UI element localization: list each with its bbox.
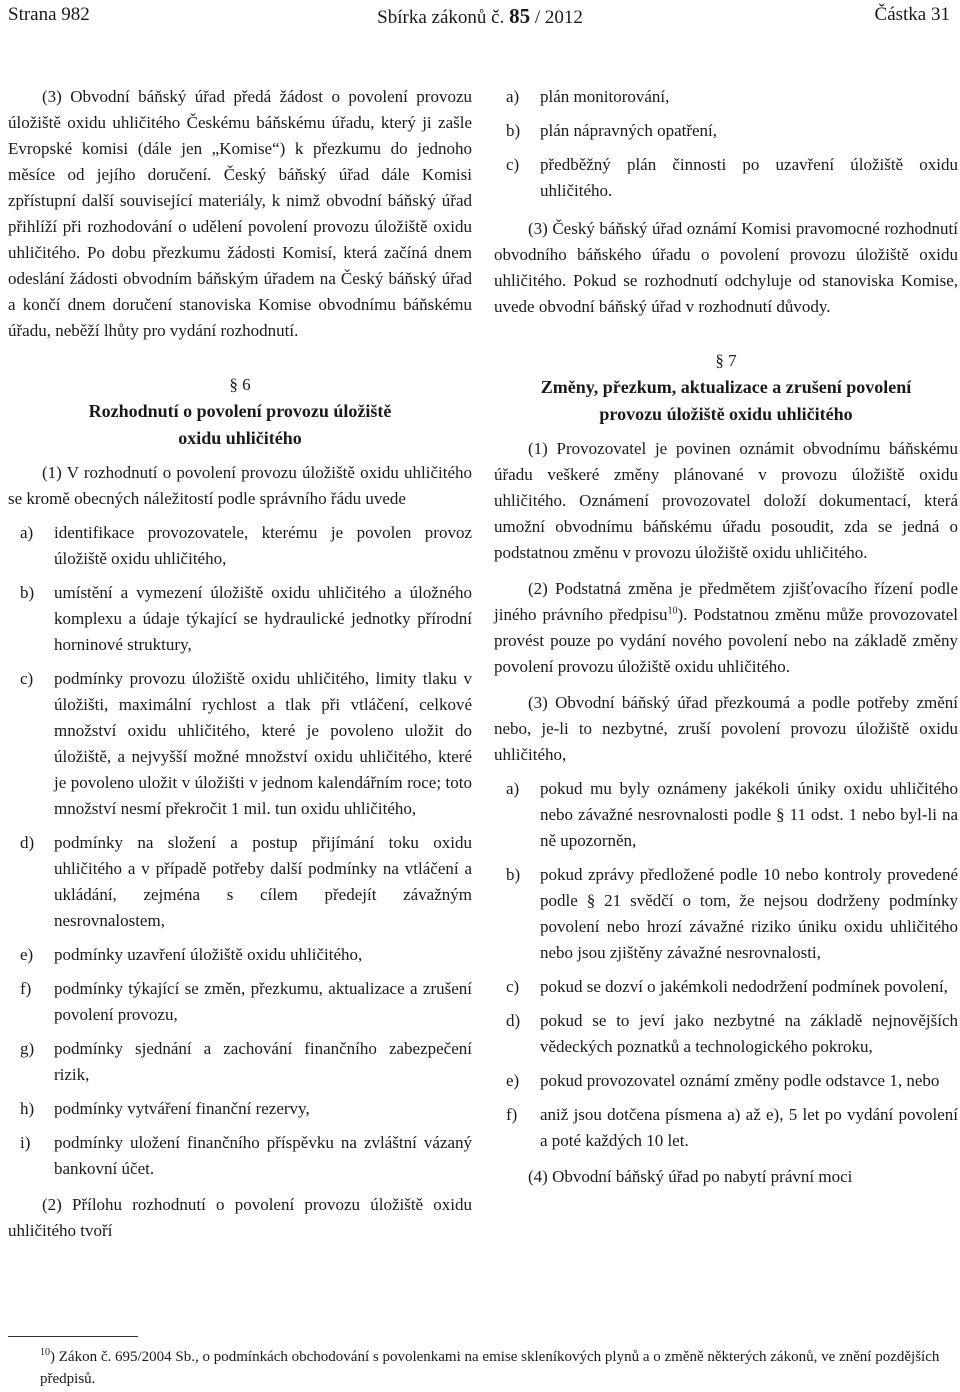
footnote: $^{10}$) Zákon č. 695/2004 Sb., o podmínkách obchodování s povolenkami na emise skleníkových plynů a o změně některých zákonů, ve znění pozdějších předpisů. xyxy=(40,1347,940,1387)
list-item: g) podmínky sjednání a zachování finančního zabezpečení rizik, xyxy=(20,1039,472,1084)
paragraph: (2) Přílohu rozhodnutí o povolení provozu úložiště oxidu uhličitého tvoří xyxy=(8,1195,472,1240)
list-item: e) pokud provozovatel oznámí změny podle odstavce 1, nebo xyxy=(506,1071,940,1090)
list-item: d) pokud se to jeví jako nezbytné na základě nejnovějších vědeckých poznatků a technologického pokroku, xyxy=(506,1011,958,1056)
section-number: § 6 xyxy=(229,375,251,394)
list-item: d) podmínky na složení a postup přijímání toku oxidu uhličitého a v případě potřeby další podmínky na vtláčení a ukládání, zejména s cílem předejít závažným nesrovnalostem, xyxy=(20,833,472,930)
list-item: i) podmínky uložení finančního příspěvku na zvláštní vázaný bankovní účet. xyxy=(20,1133,472,1178)
collection-number: 85 xyxy=(509,4,531,28)
section-title: Rozhodnutí o povolení provozu úložiště oxidu uhličitého xyxy=(88,401,392,448)
section-number: § 7 xyxy=(715,351,737,370)
paragraph: (3) Obvodní báňský úřad předá žádost o povolení provozu úložiště oxidu uhličitého Českému báňskému úřadu, který ji zašle Evropské komisi (dále jen „Komise“) k přezkumu do jednoho měsíce od jejího doručení. Český báňský úřad dále Komisi zpřístupní další související materiály, k nimž obvodní báňský úřad přihlíží při rozhodování o udělení povolení provozu úložiště oxidu uhličitého. Po dobu přezkumu žádosti Komisí, která začíná dnem odeslání žádosti obvodním báňským úřadem na Český báňský úřad a končí dnem doručení stanoviska Komise obvodnímu báňskému úřadu, neběží lhůty pro vydání rozhodnutí. xyxy=(8,87,472,340)
part-number: Částka 31 xyxy=(874,4,950,25)
paragraph: (1) Provozovatel je povinen oznámit obvodnímu báňskému úřadu veškeré změny plánované v provozu úložiště oxidu uhličitého. Oznámení provozovatel doloží dokumentací, která umožní obvodnímu báňskému úřadu posoudit, zda se jedná o podstatnou změnu v provozu úložiště oxidu uhličitého. xyxy=(494,439,958,562)
list-item: a) plán monitorování, xyxy=(506,87,670,106)
section-title: Změny, přezkum, aktualizace a zrušení povolení provozu úložiště oxidu uhličitého xyxy=(540,377,912,424)
right-column xyxy=(494,84,958,1190)
page-number: Strana 982 xyxy=(8,4,90,25)
list-item: h) podmínky vytváření finanční rezervy, xyxy=(20,1099,310,1118)
paragraph: (3) Obvodní báňský úřad přezkoumá a podle potřeby změní nebo, je-li to nezbytné, zruší povolení provozu úložiště oxidu uhličitého, xyxy=(494,693,958,764)
list-item: e) podmínky uzavření úložiště oxidu uhličitého, xyxy=(20,945,363,964)
footnote-divider xyxy=(8,1336,138,1337)
list-item: c) pokud se dozví o jakémkoli nedodržení podmínek povolení, xyxy=(506,977,948,996)
list-item: b) plán nápravných opatření, xyxy=(506,121,718,140)
collection-title: Sbírka zákonů č. 85 / 2012 xyxy=(377,4,583,28)
left-column xyxy=(8,84,472,1244)
footnote-ref[interactable]: 10 xyxy=(667,605,678,617)
list-item: b) umístění a vymezení úložiště oxidu uhličitého a úložného komplexu a údaje týkající se hydraulické jednotky přírodní horninové struktury, xyxy=(20,583,472,654)
list-item: f) aniž jsou dotčena písmena a) až e), 5 let po vydání povolení a poté každých 10 let. xyxy=(506,1105,958,1150)
paragraph: (3) Český báňský úřad oznámí Komisi pravomocné rozhodnutí obvodního báňského úřadu o povolení provozu úložiště oxidu uhličitého. Pokud se rozhodnutí odchyluje od stanoviska Komise, uvede obvodní báňský úřad v rozhodnutí důvody. xyxy=(494,219,958,316)
list-item: f) podmínky týkající se změn, přezkumu, aktualizace a zrušení povolení provozu, xyxy=(20,979,472,1024)
paragraph: (4) Obvodní báňský úřad po nabytí právní moci xyxy=(528,1167,853,1186)
list-item: b) pokud zprávy předložené podle 10 nebo kontroly provedené podle § 21 svědčí o tom, že nejsou dodrženy podmínky povolení nebo hrozí závažné riziko úniku oxidu uhličitého nebo jsou zjištěny závažné nesrovnalosti, xyxy=(506,865,958,962)
paragraph: (1) V rozhodnutí o povolení provozu úložiště oxidu uhličitého se kromě obecných náležitostí podle správního řádu uvede xyxy=(8,463,472,508)
paragraph: (2) Podstatná změna je předmětem zjišťovacího řízení podle jiného právního předpisu$^{10}$). Podstatnou změnu může provozovatel provést pouze po vydání nového povolení nebo na základě změny povolení provozu úložiště oxidu uhličitého. xyxy=(494,579,958,676)
list-item: a) pokud mu byly oznámeny jakékoli úniky oxidu uhličitého nebo závažné nesrovnalosti podle § 11 odst. 1 nebo byl-li na ně upozorněn, xyxy=(506,779,958,850)
list-item: c) předběžný plán činnosti po uzavření úložiště oxidu uhličitého. xyxy=(506,155,958,200)
page-header xyxy=(0,0,960,32)
list-item: c) podmínky provozu úložiště oxidu uhličitého, limity tlaku v úložišti, maximální rychlost a tlak při vtláčení, celkové množství oxidu uhličitého, které je povoleno uložit do úložiště, a nejvyšší možné množství oxidu uhličitého, které je povoleno uložit v úložišti v jednom kalendářním roce; toto množství nesmí překročit 1 mil. tun oxidu uhličitého, xyxy=(20,669,472,818)
list-item: a) identifikace provozovatele, kterému je povolen provoz úložiště oxidu uhličitého, xyxy=(20,523,472,568)
